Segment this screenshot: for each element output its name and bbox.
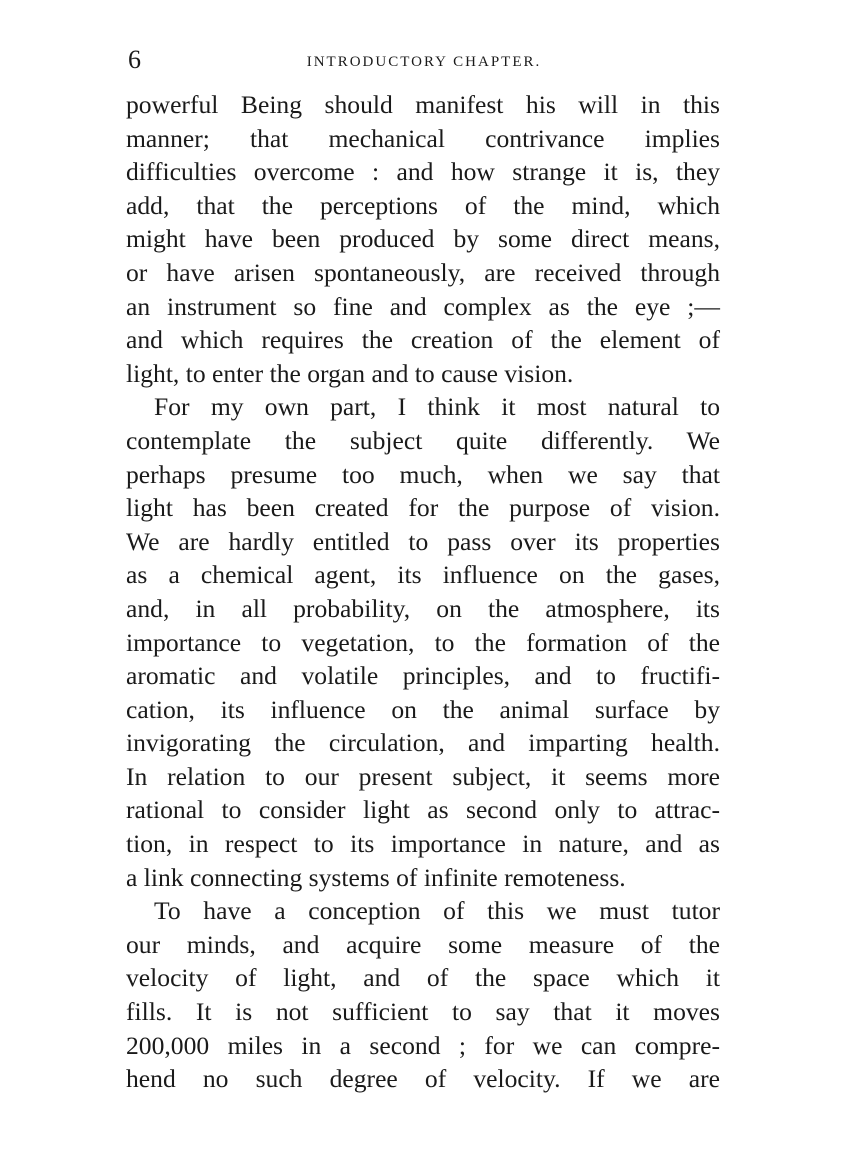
text-line: difficulties overcome : and how strange it is, they xyxy=(126,157,720,187)
text-line: fills. It is not sufficient to say that it moves xyxy=(126,997,720,1027)
paragraph-1 xyxy=(126,88,720,390)
text-line: In relation to our present subject, it seems more xyxy=(126,761,720,791)
text-line: and, in all probability, on the atmosphere, its xyxy=(126,593,720,623)
paragraph-3 xyxy=(126,894,720,1096)
text-line: manner; that mechanical contrivance implies xyxy=(126,123,720,153)
text-line: tion, in respect to its importance in nature, and as xyxy=(126,829,720,859)
text-line: aromatic and volatile principles, and to fructifi- xyxy=(126,661,720,691)
text-line: velocity of light, and of the space which it xyxy=(126,963,720,993)
text-line: an instrument so fine and complex as the eye ;— xyxy=(126,291,720,321)
text-line: and which requires the creation of the element of xyxy=(126,325,720,355)
text-line: our minds, and acquire some measure of the xyxy=(126,929,720,959)
text-line: importance to vegetation, to the formation of the xyxy=(126,627,720,657)
running-head xyxy=(128,40,720,80)
text-line: rational to consider light as second only to attrac- xyxy=(126,795,720,825)
text-line: a link connecting systems of infinite remoteness. xyxy=(126,862,626,892)
text-line: light has been created for the purpose of vision. xyxy=(126,493,720,523)
page-number: 6 xyxy=(128,45,141,74)
text-line: invigorating the circulation, and imparting health. xyxy=(126,728,720,758)
text-line: might have been produced by some direct means, xyxy=(126,224,720,254)
text-line: as a chemical agent, its influence on the gases, xyxy=(126,560,720,590)
text-line: light, to enter the organ and to cause vision. xyxy=(126,358,574,388)
text-line: or have arisen spontaneously, are received through xyxy=(126,257,720,287)
text-line: 200,000 miles in a second ; for we can compre- xyxy=(126,1030,720,1060)
text-line: powerful Being should manifest his will in this xyxy=(126,90,720,119)
text-line: hend no such degree of velocity. If we are xyxy=(126,1064,720,1094)
chapter-title: INTRODUCTORY CHAPTER. xyxy=(306,54,542,70)
text-line: add, that the perceptions of the mind, which xyxy=(126,190,720,220)
text-line: contemplate the subject quite differently. We xyxy=(126,425,720,455)
text-line: cation, its influence on the animal surface by xyxy=(126,694,720,724)
text-line: We are hardly entitled to pass over its properties xyxy=(126,526,720,556)
text-line: To have a conception of this we must tutor xyxy=(154,896,720,926)
body-text xyxy=(126,88,720,1096)
paragraph-2 xyxy=(126,390,720,894)
text-line: perhaps presume too much, when we say that xyxy=(126,459,720,489)
text-line: For my own part, I think it most natural to xyxy=(154,392,720,422)
